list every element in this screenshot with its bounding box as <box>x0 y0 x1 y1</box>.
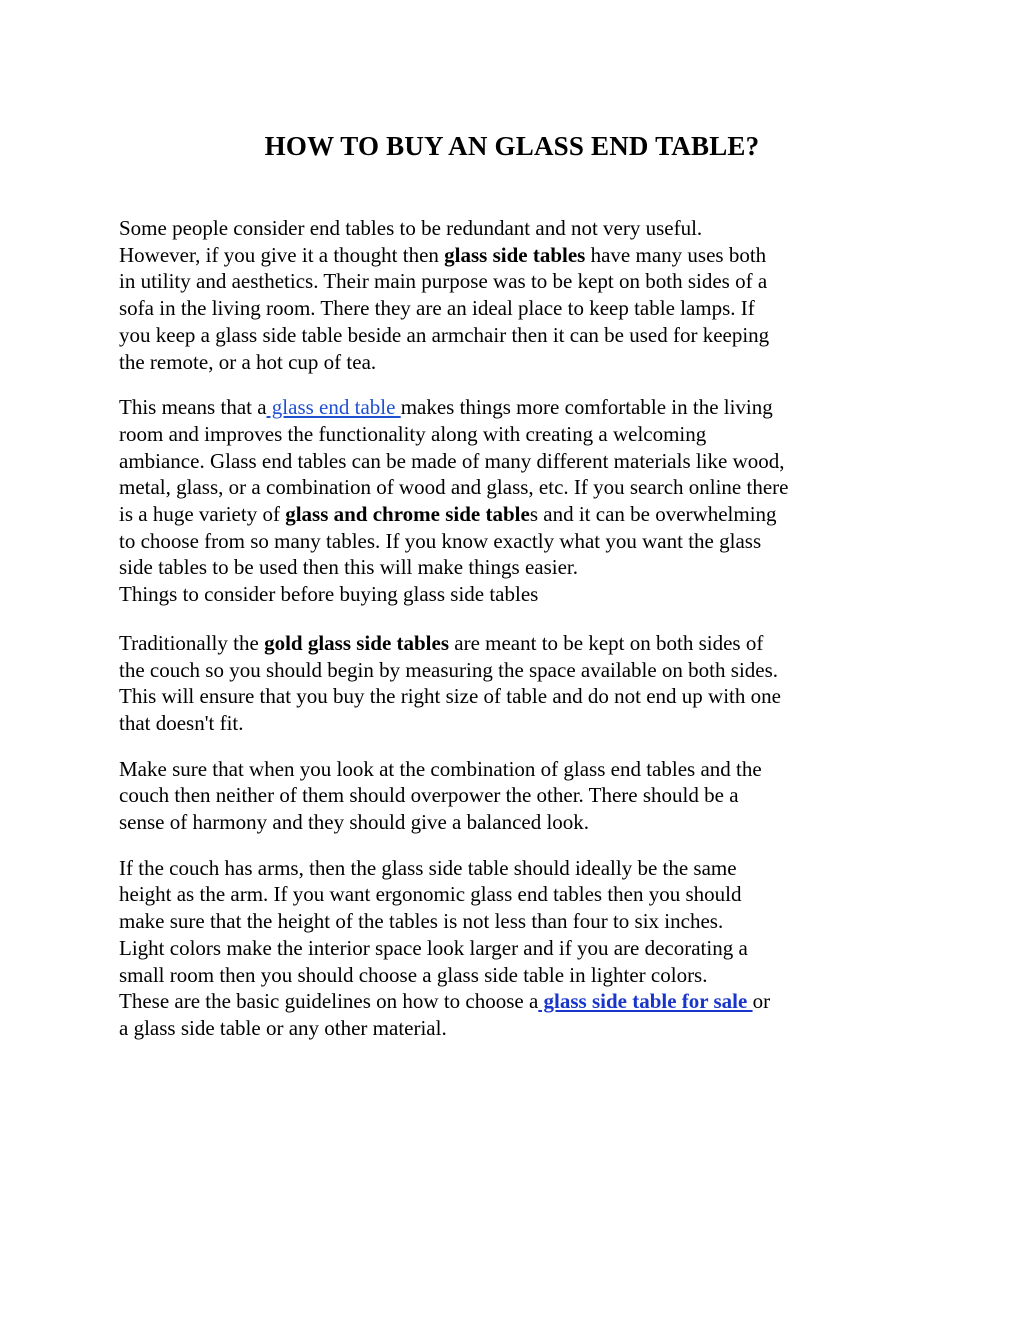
text-run: Things to consider before buying glass side tables <box>119 582 539 607</box>
text-line <box>119 710 919 737</box>
paragraph-intro <box>119 215 919 375</box>
text-run: Make sure that when you look at the combination of glass end tables and the <box>119 756 762 781</box>
text-line <box>119 528 919 555</box>
text-run: These are the basic guidelines on how to choose a <box>119 989 539 1014</box>
text-run: ambiance. Glass end tables can be made of many different materials like wood, <box>119 448 785 473</box>
paragraph-materials <box>119 394 919 608</box>
text-run: couch then neither of them should overpower the other. There should be a <box>119 783 739 808</box>
text-line <box>119 657 919 684</box>
text-run: sofa in the living room. There they are an ideal place to keep table lamps. If <box>119 296 755 321</box>
section-subheading <box>119 581 919 608</box>
bold-keyword: gold glass side tables <box>264 630 450 655</box>
text-line <box>119 349 919 376</box>
text-run: This means that a <box>119 395 267 420</box>
text-line <box>119 394 919 421</box>
text-line <box>119 554 919 581</box>
text-line <box>119 215 919 242</box>
text-run: are meant to be kept on both sides of <box>449 630 764 655</box>
text-line <box>119 935 919 962</box>
text-line <box>119 421 919 448</box>
text-run: in utility and aesthetics. Their main purpose was to be kept on both sides of a <box>119 269 768 294</box>
text-line <box>119 855 919 882</box>
text-run: metal, glass, or a combination of wood and glass, etc. If you search online there <box>119 475 789 500</box>
text-run: s and it can be overwhelming <box>529 502 777 527</box>
text-run: make sure that the height of the tables is not less than four to six inches. <box>119 909 724 934</box>
text-line <box>119 881 919 908</box>
text-run: have many uses both <box>585 242 767 267</box>
text-line <box>119 474 919 501</box>
text-line <box>119 268 919 295</box>
text-line <box>119 448 919 475</box>
text-run: the couch so you should begin by measuring the space available on both sides. <box>119 657 779 682</box>
text-line <box>119 242 919 269</box>
text-run: If the couch has arms, then the glass side table should ideally be the same <box>119 855 737 880</box>
text-line <box>119 988 919 1015</box>
text-line <box>119 962 919 989</box>
text-line <box>119 630 919 657</box>
text-line <box>119 756 919 783</box>
paragraph-height <box>119 855 919 1042</box>
text-line <box>119 809 919 836</box>
text-run: that doesn't fit. <box>119 710 244 735</box>
text-run: sense of harmony and they should give a balanced look. <box>119 810 590 835</box>
bold-keyword: glass side tables <box>444 242 586 267</box>
text-run: However, if you give it a thought then <box>119 242 445 267</box>
text-run: side tables to be used then this will make things easier. <box>119 555 578 580</box>
glass-side-table-for-sale-link[interactable]: glass side table for sale <box>538 989 753 1014</box>
paragraph-harmony <box>119 756 919 836</box>
text-line <box>119 501 919 528</box>
text-run: or <box>752 989 771 1014</box>
text-line <box>119 908 919 935</box>
article-body <box>119 215 919 1061</box>
text-line <box>119 683 919 710</box>
bold-keyword: glass and chrome side table <box>285 502 530 527</box>
text-run: a glass side table or any other material. <box>119 1015 447 1040</box>
text-line <box>119 1015 919 1042</box>
text-run: Light colors make the interior space look larger and if you are decorating a <box>119 935 748 960</box>
text-run: you keep a glass side table beside an armchair then it can be used for keeping <box>119 322 770 347</box>
text-run: height as the arm. If you want ergonomic glass end tables then you should <box>119 882 742 907</box>
text-run: Some people consider end tables to be redundant and not very useful. <box>119 216 703 240</box>
text-run: This will ensure that you buy the right size of table and do not end up with one <box>119 684 781 709</box>
text-run: makes things more comfortable in the living <box>400 395 773 420</box>
text-run: the remote, or a hot cup of tea. <box>119 349 377 374</box>
text-run: small room then you should choose a glass side table in lighter colors. <box>119 962 708 987</box>
page-title: HOW TO BUY AN GLASS END TABLE? <box>264 131 760 161</box>
text-run: is a huge variety of <box>119 502 286 527</box>
text-run: room and improves the functionality along with creating a welcoming <box>119 421 707 446</box>
text-line <box>119 295 919 322</box>
text-line <box>119 322 919 349</box>
text-run: Traditionally the <box>119 630 265 655</box>
glass-end-table-link[interactable]: glass end table <box>266 395 401 420</box>
paragraph-measuring <box>119 630 919 737</box>
text-line <box>119 782 919 809</box>
text-run: to choose from so many tables. If you know exactly what you want the glass <box>119 528 762 553</box>
